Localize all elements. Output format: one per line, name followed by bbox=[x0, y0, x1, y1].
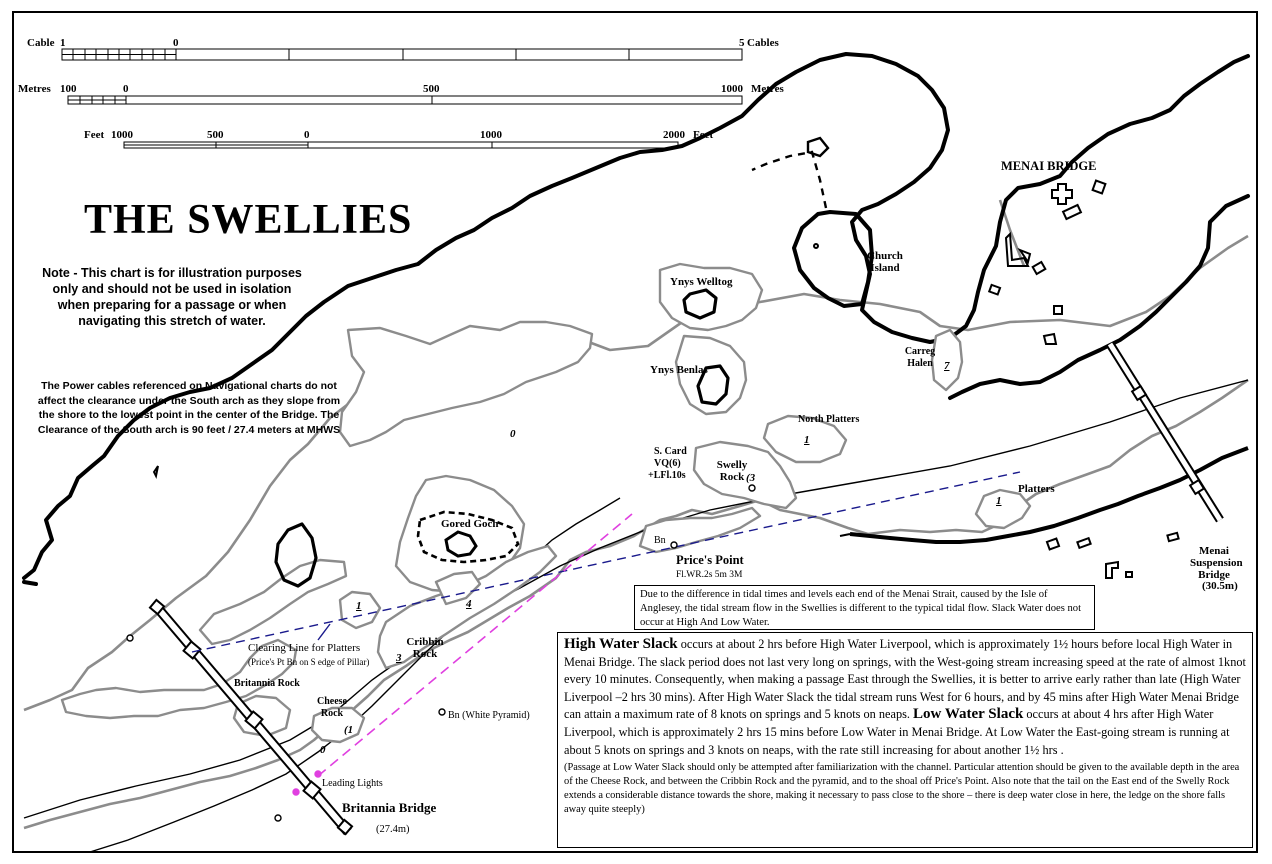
label-s-card: S. Card bbox=[654, 446, 687, 457]
cable-unit: Cables bbox=[747, 37, 779, 49]
label-prices-point-light: Fl.WR.2s 5m 3M bbox=[676, 570, 743, 580]
slack-water-panel bbox=[557, 632, 1253, 848]
depth-1-west: 1 bbox=[356, 600, 362, 612]
metres-tick-500: 500 bbox=[423, 83, 440, 95]
cable-tick-5: 5 bbox=[739, 37, 745, 49]
label-s-card-light1: VQ(6) bbox=[654, 458, 681, 469]
chart-title: THE SWELLIES bbox=[84, 197, 413, 243]
platters-depth: 1 bbox=[996, 495, 1002, 507]
north-platters-depth: 1 bbox=[804, 434, 810, 446]
depth-0-cheese: 0 bbox=[320, 744, 326, 756]
tidal-difference-note: Due to the difference in tidal times and levels each end of the Menai Strait, caused by the Isle of Anglesey, the tidal stream flow in the Swellies is different to the typical tidal flow. Slack Water does not occur at High And Low Water. bbox=[634, 585, 1095, 630]
lw-passage-note: (Passage at Low Water Slack should only be attempted after familiarization with the channel. Particular attention should be given to the available depth in the area of the Cheese Rock, and between the Cribbin Rock and the pyramid, and to the shoal off Price's Point. Also note that the tail on the East end of the Swelly Rock extends a considerable distance towards the shore, making it necessary to pass close to the shore – there is deep water close in here, the ledge on the shore falls away quite steeply) bbox=[564, 762, 1240, 815]
label-ynys-benlas: Ynys Benlas bbox=[650, 364, 708, 376]
cheese-depth: (1 bbox=[344, 724, 354, 736]
label-leading-lights: Leading Lights bbox=[322, 778, 383, 789]
feet-tick-0: 0 bbox=[304, 129, 310, 141]
metres-tick-0: 0 bbox=[123, 83, 129, 95]
feet-unit: Feet bbox=[693, 129, 714, 141]
swelly-rock-depth: (3 bbox=[746, 472, 756, 484]
label-swelly-rock: Swelly Rock bbox=[716, 459, 748, 483]
lw-slack-heading: Low Water Slack bbox=[913, 706, 1024, 723]
label-prices-bn: Bn bbox=[654, 535, 666, 546]
menai-suspension-bridge bbox=[1110, 344, 1220, 520]
label-clearing-line-note: (Price's Pt Bn on S edge of Pillar) bbox=[248, 657, 370, 667]
white-pyramid-beacon bbox=[439, 709, 445, 715]
carreg-halen-depth: 7 bbox=[944, 360, 950, 372]
illustration-note: Note - This chart is for illustration purposes only and should not be used in isolation when preparing for a passage or when navigating this stretch of water. bbox=[42, 266, 302, 328]
label-prices-point: Price's Point bbox=[676, 553, 744, 567]
feet-tick-1000: 1000 bbox=[480, 129, 502, 141]
metres-unit: Metres bbox=[751, 83, 784, 95]
power-cables-note: The Power cables referenced on Navigational charts do not affect the clearance under the South arch as they slope from the shore to the lowest point in the center of the Bridge. The Clearance of the South arch is 90 feet / 27.4 meters at MHWS bbox=[37, 380, 341, 436]
label-britannia-bridge: Britannia Bridge bbox=[342, 800, 437, 815]
feet-scale-bar bbox=[124, 142, 678, 148]
label-church-island: Church Island bbox=[867, 250, 903, 274]
cable-tick-1: 1 bbox=[60, 37, 66, 49]
metres-tick-1000: 1000 bbox=[721, 83, 743, 95]
lw-slack-text: occurs at about 4 hrs after High Water Liverpool, which is approximately 2 hrs 15 mins before Low Water in Menai Bridge. At Low Water the East-going stream is running at about 5 knots on springs and 3 knots on neaps, with the rate still increasing for about another 1½ hrs . bbox=[564, 707, 1230, 757]
metres-tick-100: 100 bbox=[60, 83, 77, 95]
label-carreg-halen: Carreg Halen bbox=[904, 346, 936, 369]
feet-scale-label: Feet bbox=[84, 129, 105, 141]
church-cross-icon bbox=[1052, 184, 1072, 204]
label-gored-goch: Gored Goch bbox=[441, 518, 499, 530]
leading-light-marker bbox=[293, 789, 299, 795]
label-cheese-rock: Cheese Rock bbox=[317, 696, 347, 719]
label-s-card-light2: +LFl.10s bbox=[648, 470, 686, 481]
prices-point-beacon bbox=[671, 542, 677, 548]
swelly-rock-marker bbox=[749, 485, 755, 491]
leading-light-marker bbox=[315, 771, 321, 777]
feet-tick-1000-left: 1000 bbox=[111, 129, 133, 141]
cable-scale-bar bbox=[62, 49, 742, 60]
feet-tick-2000: 2000 bbox=[663, 129, 685, 141]
label-clearing-line: Clearing Line for Platters bbox=[248, 642, 361, 654]
label-bn-pyramid: Bn (White Pyramid) bbox=[448, 710, 530, 721]
menai-suspension-clearance: (30.5m) bbox=[1202, 580, 1238, 592]
cribbin-depth: 3 bbox=[396, 652, 402, 664]
depth-0-islet: 0 bbox=[510, 428, 516, 440]
label-menai-suspension-bridge: Menai Suspension Bridge bbox=[1190, 545, 1243, 581]
metres-scale-bar bbox=[68, 96, 742, 104]
cable-tick-0: 0 bbox=[173, 37, 179, 49]
hw-slack-text: occurs at about 2 hrs before High Water Liverpool, which is approximately 1½ hours before local High Water in Menai Bridge. The slack period does not last very long on springs, with the West-going stream increasing speed at the rate of almost 1knot every 10 minutes. Consequently, when making a passage East through the Swellies, it is better to arrive early rather than late (High Water Liverpool –2 hrs 30 mins). After High Water Slack the tidal stream runs West for 6 hours, and by 45 mins after High Water Menai Bridge can attain a maximum rate of 8 knots on springs and 5 knots on neaps. bbox=[564, 637, 1246, 722]
label-north-platters: North Platters bbox=[798, 414, 860, 425]
metres-scale-label: Metres bbox=[18, 83, 51, 95]
label-cribbin-rock: Cribbin Rock bbox=[406, 636, 444, 660]
feet-tick-500: 500 bbox=[207, 129, 224, 141]
label-britannia-rock: Britannia Rock bbox=[234, 678, 300, 689]
label-menai-bridge: MENAI BRIDGE bbox=[1001, 159, 1097, 173]
depth-4: 4 bbox=[466, 598, 472, 610]
britannia-clearance: (27.4m) bbox=[376, 824, 410, 835]
label-platters: Platters bbox=[1018, 483, 1055, 495]
label-ynys-welltog: Ynys Welltog bbox=[670, 276, 733, 288]
hw-slack-heading: High Water Slack bbox=[564, 636, 678, 652]
cable-scale-label: Cable bbox=[27, 37, 55, 49]
